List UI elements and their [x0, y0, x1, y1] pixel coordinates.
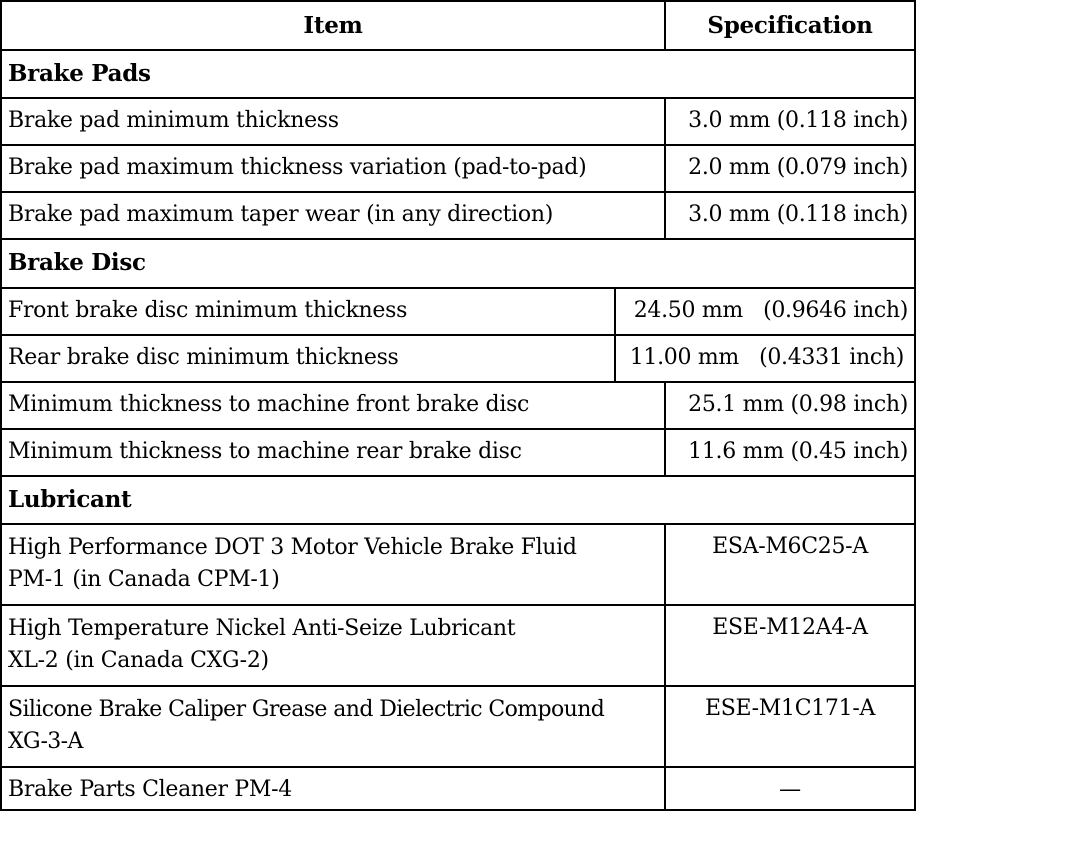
row-item-line1: Silicone Brake Caliper Grease and Dielectric Compound — [8, 697, 605, 722]
row-item-line1: High Performance DOT 3 Motor Vehicle Brake Fluid — [8, 535, 577, 560]
row-item: Minimum thickness to machine rear brake disc — [8, 439, 522, 464]
section-lubricant — [2, 477, 914, 525]
table-row — [2, 430, 914, 477]
table-row — [2, 146, 914, 193]
table-row — [2, 768, 914, 809]
row-item: Brake pad maximum taper wear (in any direction) — [8, 202, 554, 227]
table-row — [2, 606, 914, 687]
row-item: Brake Parts Cleaner PM-4 — [8, 777, 292, 802]
row-item-line2: PM-1 (in Canada CPM-1) — [8, 567, 280, 592]
row-spec: 3.0 mm (0.118 inch) — [664, 193, 914, 238]
section-brake-disc — [2, 240, 914, 289]
row-spec: 25.1 mm (0.98 inch) — [664, 383, 914, 428]
row-spec: 3.0 mm (0.118 inch) — [664, 99, 914, 144]
table-header — [2, 2, 914, 51]
section-title: Brake Pads — [8, 60, 151, 87]
row-item: Brake pad minimum thickness — [8, 108, 339, 133]
row-spec: ESA-M6C25-A — [664, 525, 914, 604]
table-row — [2, 525, 914, 606]
table-row — [2, 193, 914, 240]
table-row — [2, 289, 914, 336]
row-item-line2: XG-3-A — [8, 729, 83, 754]
row-spec: ESE-M1C171-A — [664, 687, 914, 766]
row-spec: — — [664, 768, 914, 809]
row-spec: 24.50 mm (0.9646 inch) — [614, 289, 914, 334]
section-brake-pads — [2, 51, 914, 99]
row-item: Front brake disc minimum thickness — [8, 298, 408, 323]
table-row — [2, 687, 914, 768]
row-item — [2, 687, 664, 766]
section-title: Brake Disc — [8, 249, 146, 276]
row-item: Brake pad maximum thickness variation (pad-to-pad) — [8, 155, 587, 180]
table-row — [2, 99, 914, 146]
row-spec: 11.00 mm (0.4331 inch) — [614, 336, 914, 381]
table-row — [2, 336, 914, 383]
row-item: Minimum thickness to machine front brake disc — [8, 392, 530, 417]
table-row — [2, 383, 914, 430]
row-item-line2: XL-2 (in Canada CXG-2) — [8, 648, 269, 673]
row-item — [2, 606, 664, 685]
row-spec: 2.0 mm (0.079 inch) — [664, 146, 914, 191]
header-item: Item — [303, 12, 363, 39]
header-specification: Specification — [664, 2, 914, 49]
row-item: Rear brake disc minimum thickness — [8, 345, 399, 370]
section-title: Lubricant — [8, 486, 132, 513]
row-item-line1: High Temperature Nickel Anti-Seize Lubricant — [8, 616, 516, 641]
row-spec: 11.6 mm (0.45 inch) — [664, 430, 914, 475]
row-item — [2, 525, 664, 604]
row-spec: ESE-M12A4-A — [664, 606, 914, 685]
